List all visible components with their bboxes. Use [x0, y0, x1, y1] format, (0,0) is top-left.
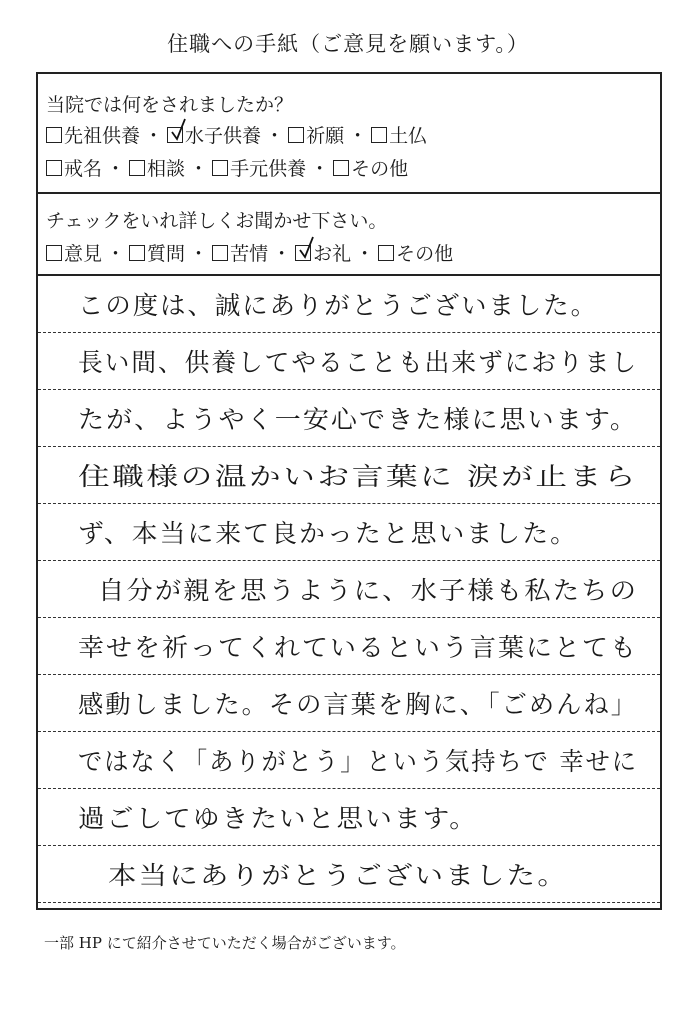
- ruled-line: [38, 504, 660, 561]
- separator-dot: ・: [189, 243, 209, 265]
- checkbox[interactable]: [288, 127, 304, 143]
- option-label: 手元供養: [230, 158, 307, 180]
- ruled-line: [38, 561, 660, 618]
- option-label: 戒名: [64, 158, 103, 180]
- ruled-line: [38, 732, 660, 789]
- ruled-line: [38, 390, 660, 447]
- checkbox[interactable]: [378, 245, 394, 261]
- ruled-line: [38, 846, 660, 903]
- check-mark-icon: [298, 236, 316, 260]
- feedback-question: チェックをいれ詳しくお聞かせ下さい。: [46, 210, 388, 232]
- ruled-line: [38, 618, 660, 675]
- option-4[interactable]: [371, 121, 427, 148]
- separator-dot: ・: [106, 243, 126, 265]
- handwritten-letter: [38, 276, 660, 908]
- option-1[interactable]: [46, 121, 140, 148]
- checked-checkbox[interactable]: [295, 245, 311, 261]
- feedback-options: [46, 239, 453, 266]
- letter-form: [36, 72, 662, 910]
- option-label: お礼: [313, 243, 352, 265]
- checkbox[interactable]: [46, 127, 62, 143]
- handwritten-line: 長い間、供養してやることも出来ずにおりまし: [78, 348, 638, 377]
- option-3[interactable]: [212, 239, 268, 266]
- option-label: 相談: [147, 158, 186, 180]
- option-label: 土仏: [389, 125, 428, 147]
- option-label: 先祖供養: [64, 125, 141, 147]
- ruled-line: [38, 276, 660, 333]
- separator-dot: ・: [355, 243, 375, 265]
- handwritten-line: ではなく「ありがとう」という気持ちで 幸せに: [78, 747, 638, 776]
- option-3[interactable]: [288, 121, 344, 148]
- option-2[interactable]: [129, 154, 185, 181]
- option-2[interactable]: [129, 239, 185, 266]
- handwritten-line: 本当にありがとうございました。: [108, 861, 568, 890]
- checkbox[interactable]: [46, 245, 62, 261]
- feedback-type-section: [38, 194, 660, 276]
- service-section: [38, 74, 660, 194]
- option-label: 苦情: [230, 243, 269, 265]
- option-4[interactable]: [295, 239, 351, 266]
- handwritten-line: 過ごしてゆきたいと思います。: [78, 804, 478, 833]
- ruled-line: [38, 447, 660, 504]
- handwritten-line: 感動しました。その言葉を胸に、「ごめんね」: [78, 690, 638, 719]
- handwritten-line: この度は、誠にありがとうございました。: [78, 291, 598, 320]
- option-label: 水子供養: [185, 125, 262, 147]
- separator-dot: ・: [144, 125, 164, 147]
- handwritten-line: ず、本当に来て良かったと思いました。: [78, 519, 578, 548]
- checkbox[interactable]: [371, 127, 387, 143]
- footer-note: 一部 HP にて紹介させていただく場合がございます。: [44, 934, 406, 952]
- checkbox[interactable]: [212, 160, 228, 176]
- option-label: その他: [396, 243, 454, 265]
- option-2[interactable]: [167, 121, 261, 148]
- service-options-row1: [46, 121, 427, 148]
- ruled-line: [38, 333, 660, 390]
- ruled-line: [38, 789, 660, 846]
- checkbox[interactable]: [129, 160, 145, 176]
- option-label: 意見: [64, 243, 103, 265]
- page-title: 住職への手紙（ご意見を願います。）: [167, 32, 529, 56]
- handwritten-line: 住職様の温かいお言葉に 涙が止まら: [78, 462, 638, 491]
- separator-dot: ・: [310, 158, 330, 180]
- checked-checkbox[interactable]: [167, 127, 183, 143]
- option-label: 祈願: [306, 125, 345, 147]
- separator-dot: ・: [106, 158, 126, 180]
- option-1[interactable]: [46, 239, 102, 266]
- separator-dot: ・: [348, 125, 368, 147]
- ruled-line: [38, 675, 660, 732]
- service-options-row2: [46, 154, 408, 181]
- handwritten-line: たが、ようやく一安心できた様に思います。: [78, 405, 638, 434]
- separator-dot: ・: [265, 125, 285, 147]
- checkbox[interactable]: [46, 160, 62, 176]
- check-mark-icon: [170, 118, 188, 142]
- option-4[interactable]: [333, 154, 408, 181]
- option-3[interactable]: [212, 154, 306, 181]
- separator-dot: ・: [189, 158, 209, 180]
- option-5[interactable]: [378, 239, 453, 266]
- option-label: 質問: [147, 243, 186, 265]
- option-1[interactable]: [46, 154, 102, 181]
- handwritten-line: 幸せを祈ってくれているという言葉にとても: [78, 633, 638, 662]
- checkbox[interactable]: [129, 245, 145, 261]
- separator-dot: ・: [272, 243, 292, 265]
- service-question: 当院では何をされましたか？: [46, 94, 294, 116]
- checkbox[interactable]: [212, 245, 228, 261]
- option-label: その他: [351, 158, 409, 180]
- checkbox[interactable]: [333, 160, 349, 176]
- handwritten-line: 自分が親を思うように、水子様も私たちの: [98, 576, 638, 605]
